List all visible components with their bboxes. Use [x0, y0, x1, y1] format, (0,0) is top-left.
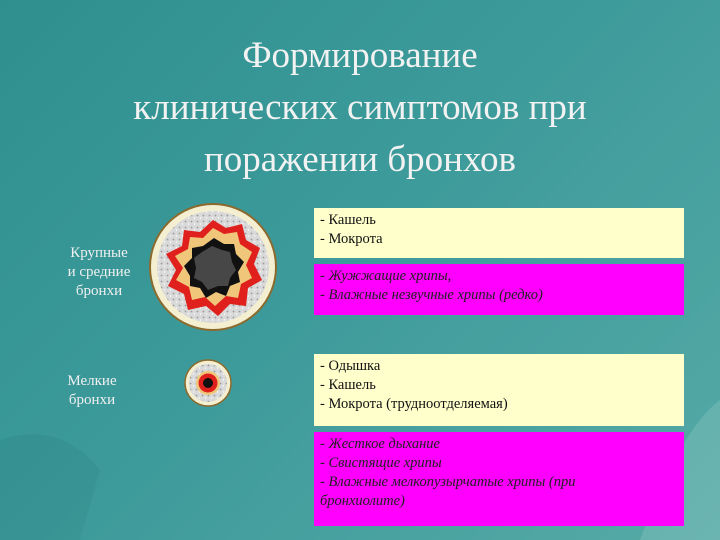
- title-line-3: поражении бронхов: [203, 139, 517, 180]
- slide-title: [60, 30, 660, 186]
- small-label-line-1: Мелкие: [67, 373, 117, 389]
- small-label-line-2: бронхи: [68, 392, 116, 408]
- box-line: - Кашель: [320, 377, 376, 393]
- small-bronchi-auscultation-box: [314, 432, 684, 526]
- small-bronchi-complaints-box: [314, 354, 684, 426]
- box-line: - Мокрота: [320, 231, 383, 247]
- box-line: - Жесткое дыхание: [320, 436, 440, 452]
- box-line: - Свистящие хрипы: [320, 455, 442, 471]
- box-line: - Жужжащие хрипы,: [320, 268, 452, 284]
- large-label-line-3: бронхи: [75, 283, 123, 299]
- large-label-line-2: и средние: [67, 264, 131, 280]
- box-line: - Влажные мелкопузырчатые хрипы (при: [320, 474, 576, 490]
- large-bronchi-label: [44, 244, 154, 301]
- box-line: - Кашель: [320, 212, 376, 228]
- box-line: бронхиолите): [320, 493, 405, 509]
- box-line: - Одышка: [320, 358, 381, 374]
- large-bronchus-cross-section-icon: [148, 202, 278, 332]
- large-label-line-1: Крупные: [70, 245, 128, 261]
- box-line: - Влажные незвучные хрипы (редко): [320, 287, 543, 303]
- box-line: - Мокрота (трудноотделяемая): [320, 396, 508, 412]
- large-bronchi-auscultation-box: [314, 264, 684, 315]
- title-line-1: Формирование: [242, 35, 478, 76]
- small-bronchus-cross-section-icon: [183, 358, 233, 408]
- large-bronchi-complaints-box: [314, 208, 684, 258]
- small-bronchi-label: [44, 372, 140, 410]
- title-line-2: клинических симптомов при: [133, 87, 587, 128]
